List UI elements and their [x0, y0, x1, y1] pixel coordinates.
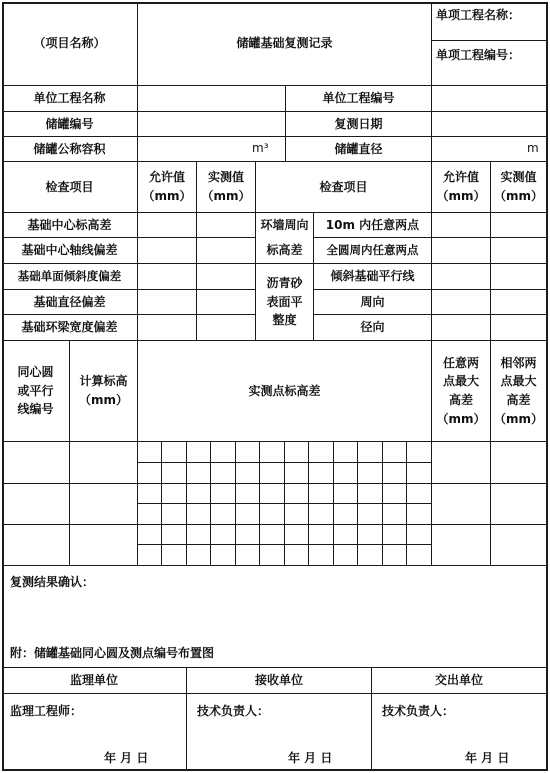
- check-sub-item: 倾斜基础平行线: [330, 269, 415, 284]
- check-item-header-right: 检查项目: [319, 179, 368, 194]
- date-line: 年 月 日: [288, 751, 333, 765]
- date-line: 年 月 日: [104, 751, 149, 765]
- technical-lead-label: 技术负责人：: [197, 704, 270, 718]
- grid-line: [2, 565, 548, 566]
- unit-project-name-label: 单位工程名称: [33, 91, 106, 106]
- grid-line: [2, 441, 548, 442]
- tank-capacity-label: 储罐公称容积: [33, 141, 106, 156]
- grid-line: [308, 441, 309, 566]
- check-item: 基础中心标高差: [27, 217, 112, 232]
- form-title: 储罐基础复测记录: [236, 36, 333, 51]
- grid-line: [357, 441, 358, 566]
- grid-line: [210, 441, 211, 566]
- diameter-unit: m: [527, 141, 539, 155]
- check-item: 基础中心轴线偏差: [21, 243, 118, 258]
- allow-header-left: 允许值 （mm）: [142, 170, 192, 203]
- handover-unit-label: 交出单位: [434, 673, 483, 688]
- sub-project-name-label: 单项工程名称：: [436, 8, 521, 22]
- asphalt-flatness-label: 沥青砂 表面平 整度: [266, 276, 303, 328]
- grid-line: [2, 693, 548, 694]
- grid-line: [406, 441, 407, 566]
- check-item-header-left: 检查项目: [45, 179, 94, 194]
- date-line: 年 月 日: [465, 751, 510, 765]
- technical-lead-label: 技术负责人：: [382, 704, 455, 718]
- measured-points-header: 实测点标高差: [248, 383, 321, 398]
- project-name-label: （项目名称）: [33, 36, 106, 51]
- max-diff-any-header: 任意两 点最大 高差 （mm）: [436, 355, 486, 426]
- attachment-label: 附：储罐基础同心圆及测点编号布置图: [10, 646, 215, 660]
- border-right: [546, 2, 548, 771]
- grid-line: [235, 441, 236, 566]
- grid-line: [431, 40, 547, 41]
- grid-line: [431, 85, 432, 162]
- max-diff-adjacent-header: 相邻两 点最大 高差 （mm）: [493, 355, 543, 426]
- tank-diameter-label: 储罐直径: [334, 141, 383, 156]
- unit-project-no-label: 单位工程编号: [322, 91, 395, 106]
- check-item: 基础单面倾斜度偏差: [17, 268, 122, 283]
- grid-line: [382, 441, 383, 566]
- grid-line: [259, 441, 260, 566]
- retest-confirm-label: 复测结果确认：: [10, 575, 95, 589]
- tank-no-label: 储罐编号: [45, 116, 94, 131]
- allow-header-right: 允许值 （mm）: [436, 170, 486, 203]
- border-bottom: [2, 769, 548, 771]
- check-sub-item: 全圆周内任意两点: [326, 242, 419, 257]
- circle-no-header: 同心圆 或平行 线编号: [17, 365, 54, 417]
- grid-line: [2, 524, 548, 525]
- grid-line: [2, 483, 548, 484]
- supervision-unit-label: 监理单位: [69, 673, 118, 688]
- check-item: 基础环梁宽度偏差: [21, 320, 118, 335]
- check-sub-item: 10m 内任意两点: [325, 217, 420, 232]
- retest-date-label: 复测日期: [334, 116, 383, 131]
- measured-header-left: 实测值 （mm）: [201, 170, 251, 203]
- capacity-unit: m³: [252, 141, 269, 155]
- grid-line: [137, 85, 138, 162]
- check-sub-item: 周向: [360, 294, 385, 309]
- supervisor-engineer-label: 监理工程师：: [10, 704, 83, 718]
- ring-wall-label: 环墙周向: [260, 217, 309, 232]
- receiving-unit-label: 接收单位: [254, 673, 303, 688]
- check-sub-item: 径向: [360, 320, 385, 335]
- sub-project-no-label: 单项工程编号：: [436, 48, 521, 62]
- grid-line: [186, 441, 187, 566]
- elevation-diff-label: 标高差: [266, 243, 303, 258]
- measured-header-right: 实测值 （mm）: [493, 170, 543, 203]
- grid-line: [284, 441, 285, 566]
- check-item: 基础直径偏差: [33, 294, 106, 309]
- grid-line: [333, 441, 334, 566]
- grid-line: [431, 2, 432, 86]
- calc-elevation-header: 计算标高 （mm）: [78, 374, 128, 407]
- grid-line: [161, 441, 162, 566]
